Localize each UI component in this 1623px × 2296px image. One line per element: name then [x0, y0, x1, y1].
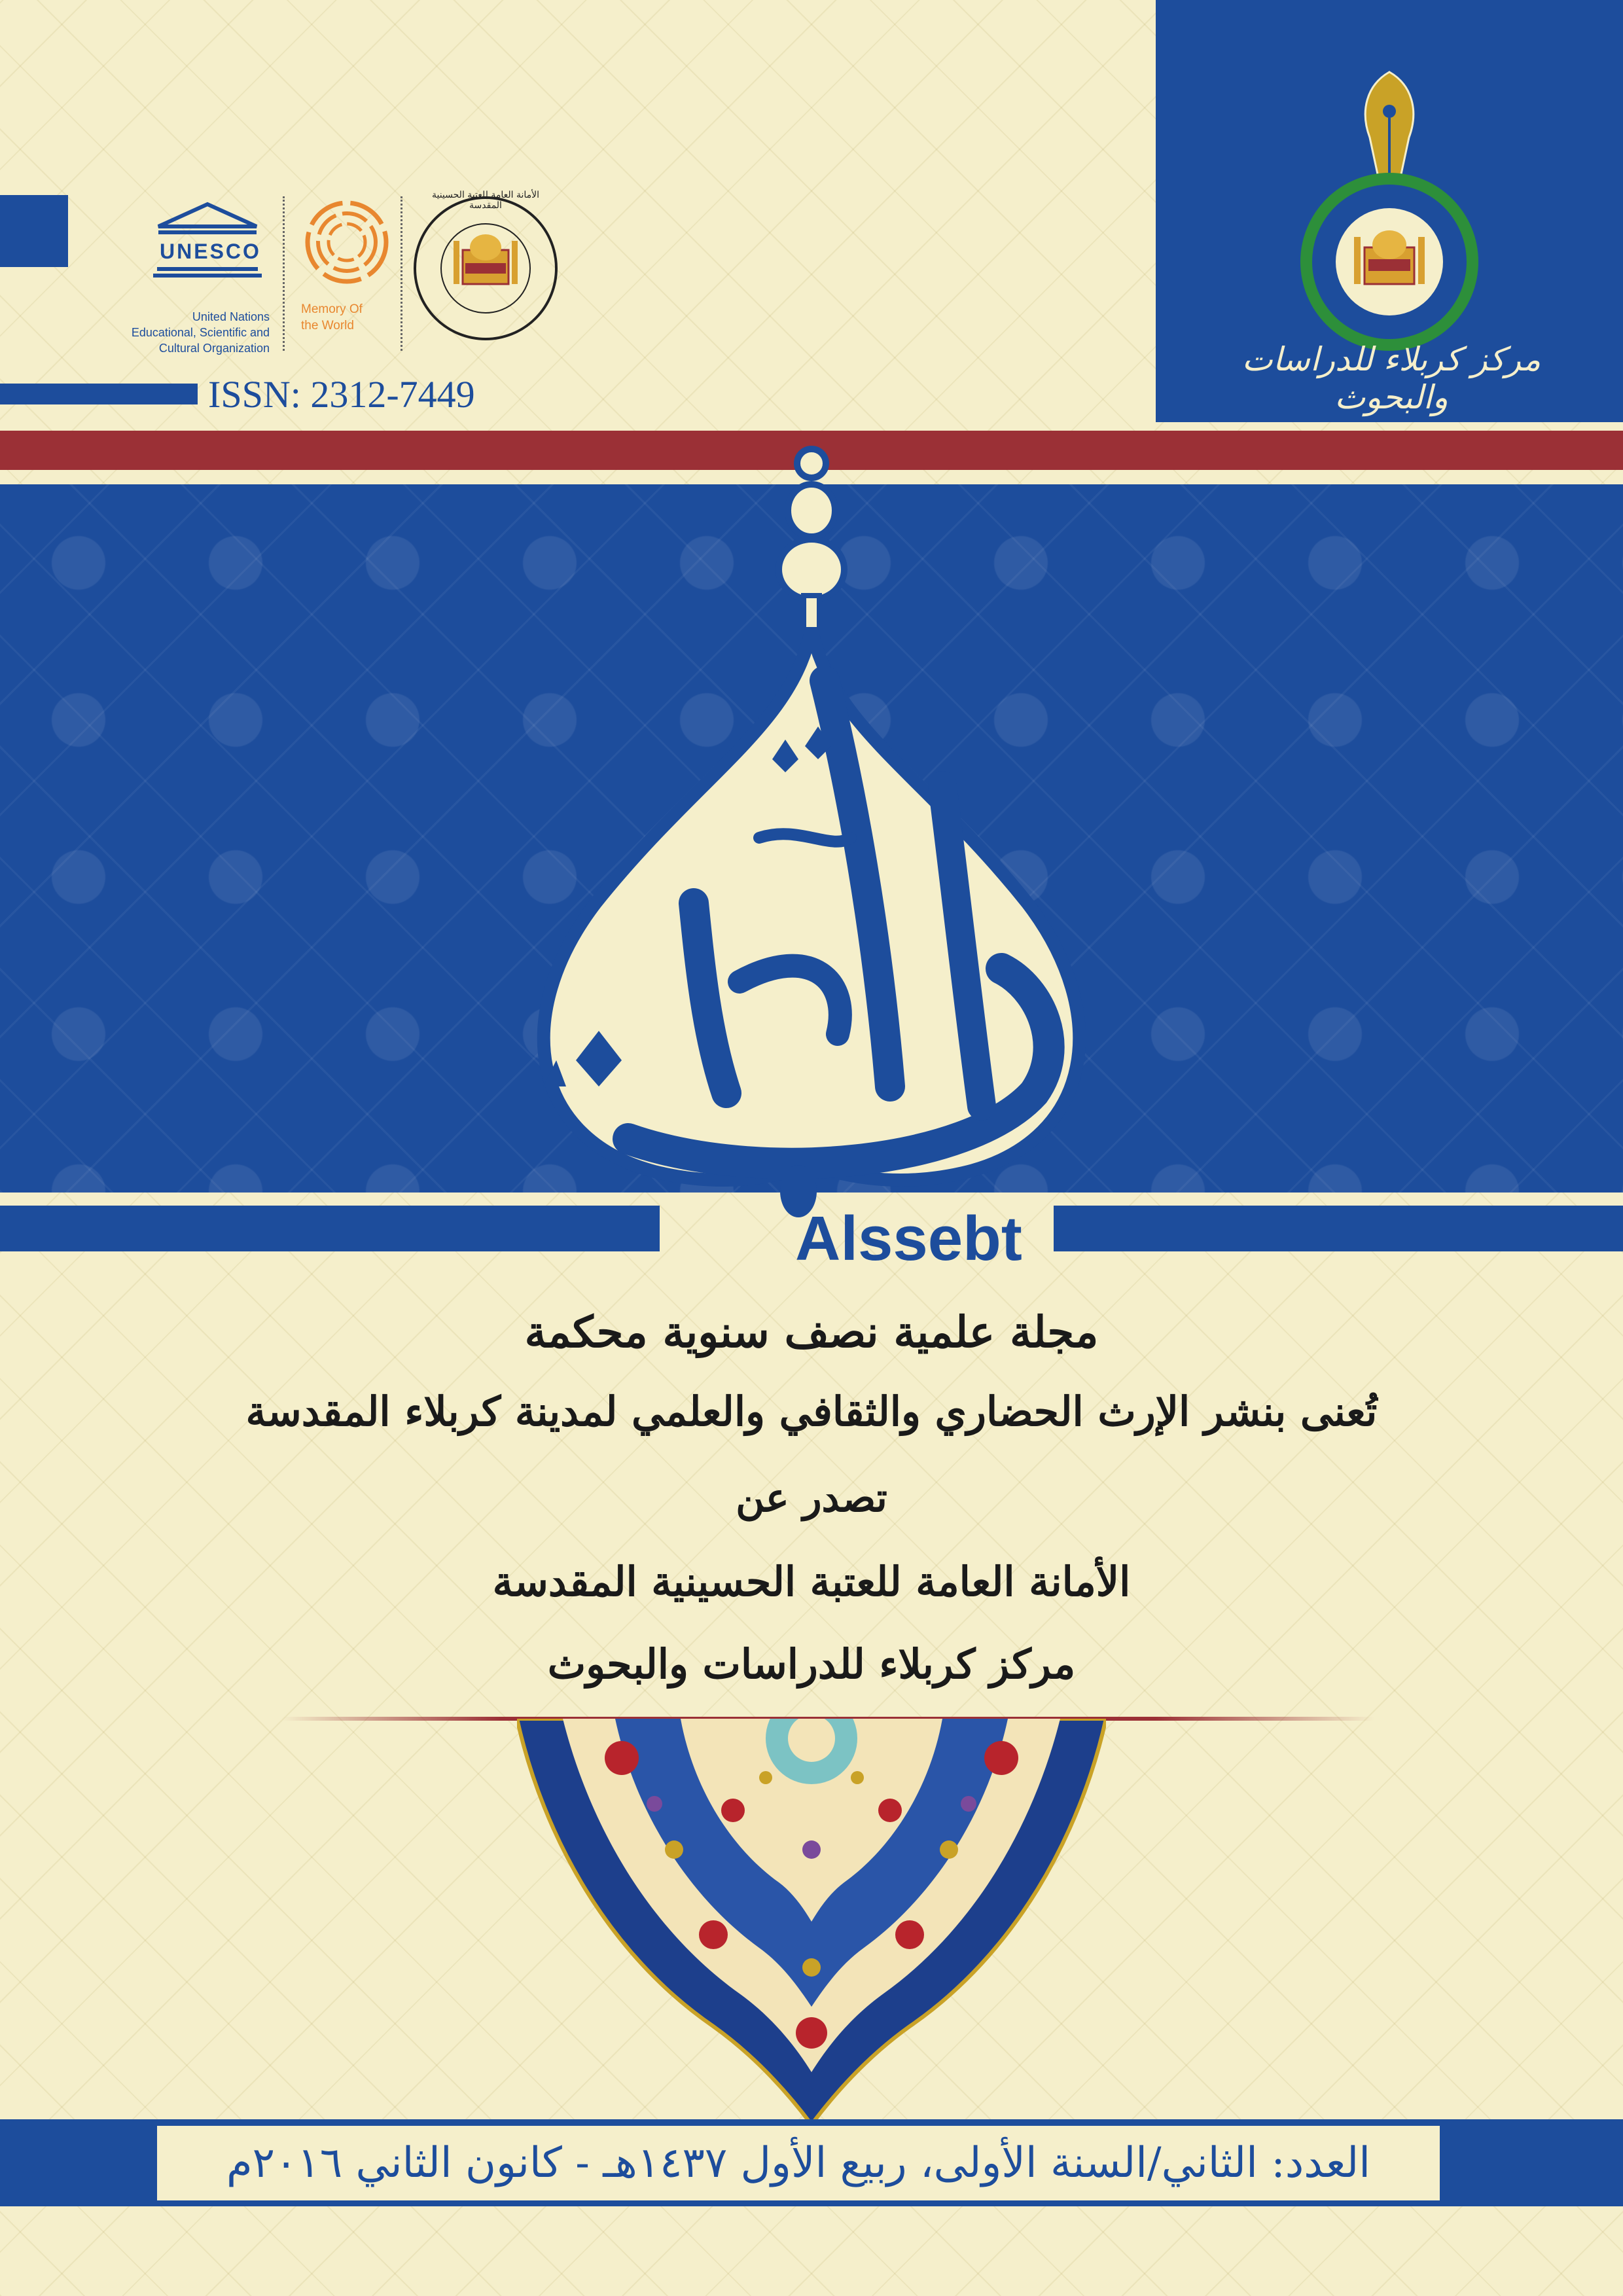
shrine-seal-logo — [409, 190, 563, 347]
masthead-bottom-band-left — [0, 1206, 660, 1251]
description-line-3: تصدر عن — [736, 1475, 887, 1521]
issn-label: ISSN: 2312-7449 — [208, 373, 475, 416]
unesco-line-1: United Nations — [192, 310, 270, 323]
unesco-logo — [131, 200, 270, 361]
shrine-seal-icon — [409, 190, 563, 347]
header-blue-line — [0, 384, 198, 404]
dome-emblem — [484, 432, 1139, 1283]
unesco-line-3: Cultural Organization — [158, 342, 270, 355]
center-emblem-icon — [1291, 164, 1488, 360]
unesco-name: UNESCO — [160, 240, 261, 263]
logo-divider-2 — [401, 196, 402, 351]
footer-issue-text: العدد: الثاني/السنة الأولى، ربيع الأول ١٤٣٧هـ - كانون الثاني ٢٠١٦م — [226, 2139, 1371, 2187]
memory-line-1: Memory Of — [301, 302, 363, 316]
description-line-2: تُعنى بنشر الإرث الحضاري والثقافي والعلمي لمدينة كربلاء المقدسة — [245, 1388, 1378, 1435]
memory-line-2: the World — [301, 319, 354, 332]
description-line-5: مركز كربلاء للدراسات والبحوث — [547, 1640, 1076, 1688]
description-line-4: الأمانة العامة للعتبة الحسينية المقدسة — [492, 1558, 1131, 1605]
dome-shape — [544, 628, 1079, 1180]
finial-icon — [779, 449, 844, 635]
memory-circle-icon — [301, 196, 393, 288]
center-logo-panel — [1156, 0, 1623, 422]
masthead-bottom-band-right — [1054, 1206, 1623, 1251]
memory-of-world-logo — [298, 196, 399, 353]
latin-title: Alssebt — [795, 1204, 1022, 1274]
corner-blue-block — [0, 195, 68, 267]
center-logo-text: مركز كربلاء للدراسات والبحوث — [1241, 340, 1541, 416]
logo-divider-1 — [283, 196, 285, 351]
ornament-medallion — [517, 1719, 1106, 2125]
description-line-1: مجلة علمية نصف سنوية محكمة — [524, 1306, 1099, 1357]
seal-text: الأمانة العامة للعتبة الحسينية المقدسة — [431, 190, 540, 211]
unesco-line-2: Educational, Scientific and — [131, 326, 270, 339]
